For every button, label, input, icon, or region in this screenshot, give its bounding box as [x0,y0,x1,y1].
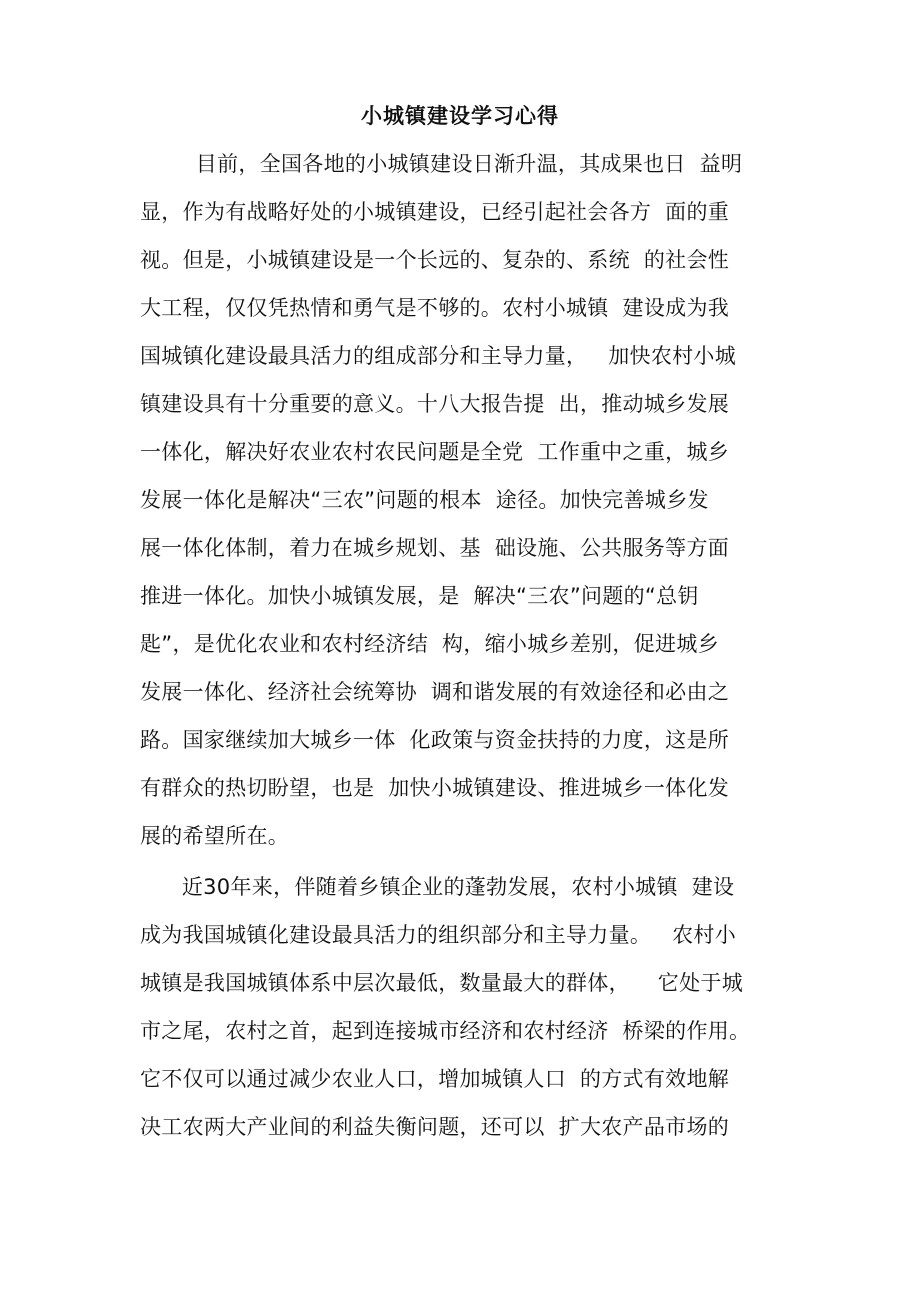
paragraph-1-line-9: 展一体化体制，着力在城乡规划、基 础设施、公共服务等方面 [140,536,730,560]
paragraph-1-line-15: 展的希望所在。 [140,824,290,848]
paragraph-1-line-7: 一体化，解决好农业农村农民问题是全党 工作重中之重，城乡 [140,440,730,464]
paragraph-2-line-3: 城镇是我国城镇体系中层次最低，数量最大的群体， 它处于城 [140,971,743,995]
paragraph-1-line-12: 发展一体化、经济社会统筹协 调和谐发展的有效途径和必由之 [140,680,730,704]
paragraph-2-line-2: 成为我国城镇化建设最具活力的组织部分和主导力量。 农村小 [140,923,737,947]
paragraph-1-line-13: 路。国家继续加大城乡一体 化政策与资金扶持的力度，这是所 [140,728,730,752]
paragraph-2-line-1: 近30年来，伴随着乡镇企业的蓬勃发展，农村小城镇 建设 [140,875,735,899]
paragraph-1-line-11: 匙”，是优化农业和农村经济结 构，缩小城乡差别，促进城乡 [140,632,719,656]
paragraph-2-line-4: 市之尾，农村之首，起到连接城市经济和农村经济 桥梁的作用。 [140,1019,751,1043]
paragraph-2-line-6: 决工农两大产业间的利益失衡问题，还可以 扩大农产品市场的 [140,1115,730,1139]
paragraph-1-line-3: 视。但是，小城镇建设是一个长远的、复杂的、系统 的社会性 [140,248,730,272]
paragraph-1-line-2: 显，作为有战略好处的小城镇建设，已经引起社会各方 面的重 [140,200,730,224]
paragraph-1-line-6: 镇建设具有十分重要的意义。十八大报告提 出，推动城乡发展 [140,392,730,416]
paragraph-1-line-1: 目前，全国各地的小城镇建设日渐升温，其成果也日 益明 [140,152,743,176]
paragraph-1-line-5: 国城镇化建设最具活力的组成部分和主导力量， 加快农村小城 [140,344,737,368]
paragraph-1-line-4: 大工程，仅仅凭热情和勇气是不够的。农村小城镇 建设成为我 [140,296,730,320]
paragraph-1-line-10: 推进一体化。加快小城镇发展，是 解决“三农”问题的“总钥 [140,584,699,608]
paragraph-1-line-8: 发展一体化是解决“三农”问题的根本 途径。加快完善城乡发 [140,488,709,512]
document-title: 小城镇建设学习心得 [361,104,559,128]
paragraph-2-line-5: 它不仅可以通过减少农业人口，增加城镇人口 的方式有效地解 [140,1067,730,1091]
paragraph-1-line-14: 有群众的热切盼望，也是 加快小城镇建设、推进城乡一体化发 [140,776,730,800]
